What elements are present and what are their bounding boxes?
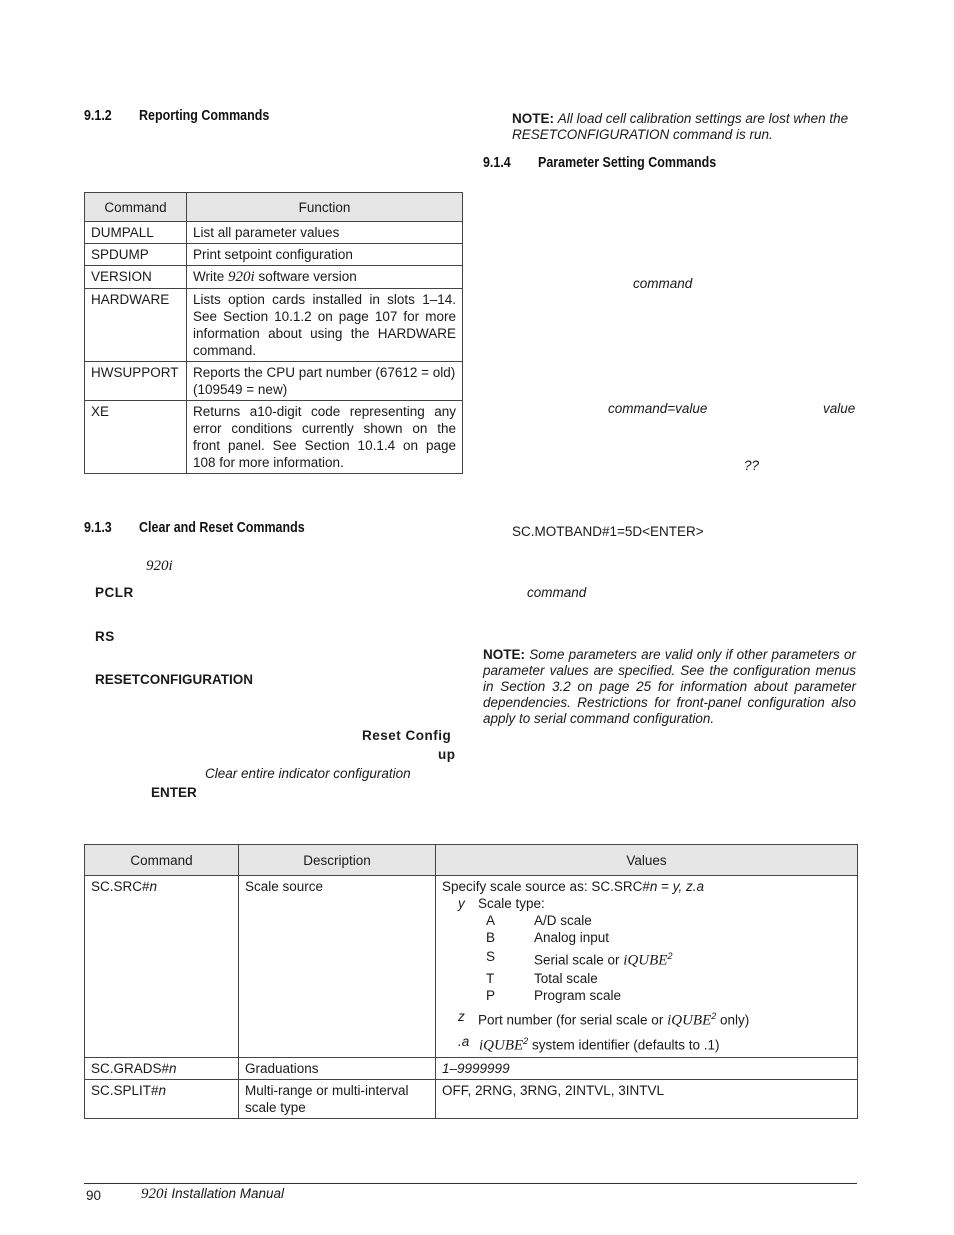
scale-commands-table: [84, 844, 858, 1119]
column-header: Command: [85, 193, 187, 222]
table-row: [85, 1079, 858, 1118]
command-cell: [85, 1079, 239, 1118]
note-label: NOTE:: [483, 647, 525, 662]
note-text: Some parameters are valid only if other parameters or parameter values are specified. See the configuration menus in Section 3.2 on page 25 for information about parameter dependencies. Restrictions for front-panel configuration also apply to serial command configuration.: [483, 647, 856, 726]
scale-type-item: [442, 929, 851, 946]
section-number: 9.1.4: [483, 155, 511, 171]
value-placeholder: value: [823, 401, 856, 416]
function-text: software version: [254, 269, 357, 284]
iqube-name: iQUBE: [623, 952, 668, 969]
note-label: NOTE:: [512, 111, 554, 126]
table-row: [85, 266, 463, 289]
footer-title: [141, 1186, 284, 1203]
command-cell: HARDWARE: [85, 289, 187, 362]
command-cell: HWSUPPORT: [85, 362, 187, 401]
command-cell: SPDUMP: [85, 244, 187, 266]
command-param: n: [158, 1082, 167, 1098]
values-cell: OFF, 2RNG, 3RNG, 2INTVL, 3INTVL: [436, 1079, 858, 1118]
section-number: 9.1.2: [84, 108, 112, 124]
superscript: 2: [523, 1036, 529, 1046]
manual-title: Installation Manual: [167, 1186, 284, 1201]
table-row: [85, 222, 463, 244]
function-cell: Print setpoint configuration: [187, 244, 463, 266]
description-cell: Graduations: [239, 1057, 436, 1079]
section-heading-9-1-3: [84, 520, 305, 536]
command-param: n: [169, 1060, 177, 1076]
table-header-row: [85, 845, 858, 876]
column-header: Values: [436, 845, 858, 876]
table-row: [85, 401, 463, 474]
up-key: up: [438, 747, 456, 762]
product-name: 920i: [141, 1186, 168, 1202]
command-cell: [85, 876, 239, 1058]
command-cell: VERSION: [85, 266, 187, 289]
command-cell: [85, 1057, 239, 1079]
a-definition: [442, 1033, 851, 1055]
command-cell: DUMPALL: [85, 222, 187, 244]
scale-type-item: [442, 948, 851, 970]
column-header: Command: [85, 845, 239, 876]
query-symbol: ??: [744, 458, 760, 473]
command-param: n: [149, 879, 158, 894]
note-parameter-dependencies: [483, 647, 856, 727]
scale-type-item: [442, 912, 851, 929]
values-cell: 1–9999999: [436, 1057, 858, 1079]
type-code: T: [486, 970, 495, 986]
description-cell: Multi-range or multi-interval scale type: [239, 1079, 436, 1118]
syntax-text: Specify scale source as: SC.SRC#: [442, 879, 650, 894]
function-cell: Lists option cards installed in slots 1–14. See Section 10.1.2 on page 107 for more information about using the HARDWARE command.: [187, 289, 463, 362]
source-syntax: [442, 878, 851, 895]
function-text: Write: [193, 269, 229, 284]
section-title: Reporting Commands: [139, 108, 270, 124]
type-label: [534, 948, 672, 970]
z-definition: [442, 1008, 851, 1030]
param-letter: z: [458, 1008, 465, 1024]
clear-entire-config-prompt: Clear entire indicator configuration: [205, 766, 411, 781]
command-cell: XE: [85, 401, 187, 474]
param-label-text: system identifier (defaults to .1): [528, 1037, 720, 1053]
param-label-text: only): [716, 1012, 750, 1027]
superscript: 2: [711, 1010, 717, 1021]
syntax-param: y, z.a: [672, 879, 705, 894]
iqube-name: iQUBE: [667, 1012, 712, 1028]
param-label-text: Port number (for serial scale or: [478, 1012, 668, 1027]
type-code: P: [486, 987, 496, 1003]
section-number: 9.1.3: [84, 520, 112, 536]
section-title: Clear and Reset Commands: [139, 520, 305, 536]
rs-command: RS: [95, 629, 115, 644]
function-cell: List all parameter values: [187, 222, 463, 244]
description-cell: Scale source: [239, 876, 436, 1058]
table-row: [85, 289, 463, 362]
product-name: 920i: [146, 558, 173, 574]
enter-key: ENTER: [151, 785, 197, 800]
type-code: A: [486, 913, 496, 928]
command-text: SC.SRC#: [91, 879, 150, 894]
type-label: Program scale: [534, 987, 622, 1003]
table-header-row: [85, 193, 463, 222]
iqube-name: iQUBE: [479, 1037, 524, 1054]
scale-type-item: [442, 987, 851, 1004]
param-letter: .a: [458, 1034, 470, 1049]
function-cell: Reports the CPU part number (67612 = old) (109549 = new): [187, 362, 463, 401]
product-name: 920i: [228, 269, 255, 285]
note-text: All load cell calibration settings are lost when the RESETCONFIGURATION command is run.: [512, 111, 849, 142]
command-placeholder: command: [527, 585, 587, 600]
table-row: [85, 362, 463, 401]
resetconfiguration-command: RESETCONFIGURATION: [95, 672, 253, 687]
function-cell: Returns a10-digit code representing any error conditions currently shown on the front panel. See Section 10.1.4 on page 108 for more information.: [187, 401, 463, 474]
type-code: B: [486, 930, 496, 945]
reset-config-display: Reset Config: [362, 728, 452, 743]
command-text: SC.SPLIT#: [91, 1082, 159, 1098]
type-label: Total scale: [534, 970, 598, 986]
section-title: Parameter Setting Commands: [538, 155, 717, 171]
pclr-command: PCLR: [95, 585, 134, 600]
command-placeholder: command: [633, 276, 693, 291]
example-command: SC.MOTBAND#1=5D<ENTER>: [512, 524, 704, 539]
section-heading-9-1-2: [84, 108, 269, 124]
command-text: SC.GRADS#: [91, 1060, 170, 1076]
param-letter: y: [458, 896, 465, 911]
values-cell: [436, 876, 858, 1058]
command-value-syntax: command=value: [608, 401, 708, 416]
type-label: Analog input: [534, 930, 610, 945]
param-label: [479, 1033, 720, 1055]
syntax-text: =: [657, 879, 673, 894]
syntax-param: n: [649, 879, 658, 894]
table-row: [85, 876, 858, 1058]
page-number: 90: [86, 1188, 102, 1203]
type-code: S: [486, 949, 496, 964]
y-definition: [442, 895, 851, 912]
function-cell: [187, 266, 463, 289]
section-heading-9-1-4: [483, 155, 716, 171]
superscript: 2: [667, 951, 673, 961]
scale-type-item: [442, 970, 851, 987]
param-label: [478, 1008, 749, 1030]
table-row: [85, 1057, 858, 1079]
type-label: A/D scale: [534, 913, 592, 928]
column-header: Function: [187, 193, 463, 222]
footer-divider: [84, 1183, 857, 1184]
column-header: Description: [239, 845, 436, 876]
param-label: Scale type:: [478, 896, 545, 911]
type-label-text: Serial scale or: [534, 952, 624, 968]
table-row: [85, 244, 463, 266]
reporting-commands-table: [84, 192, 463, 474]
note-reset-config: [512, 111, 857, 143]
